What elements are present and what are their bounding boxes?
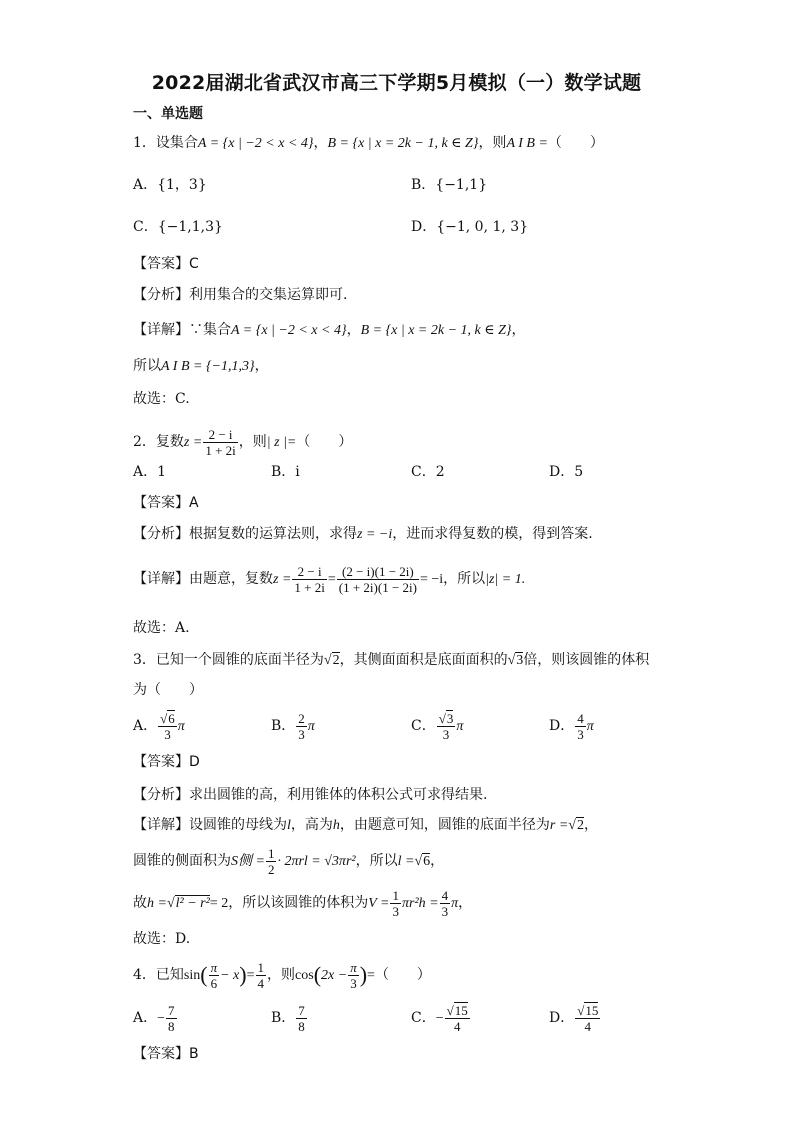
q1-stem: 1．设集合A = {x | −2 < x < 4}，B = {x | x = 2k − 1, k ∈ Z}，则A I B =（ ）: [133, 135, 604, 151]
q3-choose: 故选：D.: [133, 931, 191, 947]
q2-answer: 【答案】A: [133, 495, 199, 511]
q3-option-a: A． $\frac{√6}{3}$ π: [133, 710, 185, 742]
q2-option-c: C．2: [411, 464, 445, 480]
q3-stem-line2: 为（ ）: [133, 682, 203, 698]
q3-detail-line2: 圆锥的侧面积为S侧 = $\frac{1}{2}$ · 2πrl = √3πr²，所以l =√6，: [133, 845, 445, 877]
q4-answer: 【答案】B: [133, 1046, 199, 1062]
q3-detail-line3: 故h =√l² − r²= 2，所以该圆锥的体积为V = $\frac{1}{3}$ πr²h = $\frac{4}{3}$ π，: [133, 887, 473, 919]
q2-fraction: $\frac{2 - i}{1 + 2i}$: [205, 426, 236, 458]
q4-option-d: D． $\frac{√15}{4}$: [549, 1002, 599, 1034]
q3-stem: 3．已知一个圆锥的底面半径为√2，其侧面面积是底面面积的√3倍，则该圆锥的体积: [133, 652, 650, 668]
q2-option-a: A．1: [133, 464, 167, 480]
q1-choose: 故选：C.: [133, 391, 190, 407]
page-title: 2022届湖北省武汉市高三下学期5月模拟（一）数学试题: [151, 72, 642, 94]
q1-option-a: A．{1，3}: [133, 177, 207, 193]
q1-option-b: B．{−1,1}: [411, 177, 488, 193]
q1-set-a: A = {x | −2 < x < 4}: [197, 136, 314, 151]
q1-set-b: B = {x | x = 2k − 1, k ∈ Z}: [327, 136, 479, 151]
q4-option-b: B． $\frac{7}{8}$: [271, 1002, 305, 1034]
q1-option-c: C．{−1,1,3}: [133, 219, 223, 235]
q3-analysis: 【分析】求出圆锥的高，利用锥体的体积公式可求得结果.: [133, 787, 488, 803]
q3-answer: 【答案】D: [133, 754, 200, 770]
q1-detail: 【详解】∵集合A = {x | −2 < x < 4}，B = {x | x = 2k − 1, k ∈ Z}，: [133, 322, 526, 338]
q3-detail: 【详解】设圆锥的母线为l，高为h，由题意可知，圆锥的底面半径为r =√2，: [133, 817, 598, 833]
q3-option-b: B． $\frac{2}{3}$ π: [271, 710, 315, 742]
q3-option-d: D． $\frac{4}{3}$ π: [549, 710, 594, 742]
q4-option-c: C．− $\frac{√15}{4}$: [411, 1002, 468, 1034]
q1-option-d: D．{−1, 0, 1, 3}: [411, 219, 529, 235]
q1-answer: 【答案】C: [133, 256, 199, 272]
q2-option-b: B．i: [271, 464, 300, 480]
q2-option-d: D．5: [549, 464, 584, 480]
q3-option-c: C． $\frac{√3}{3}$ π: [411, 710, 464, 742]
q1-detail-line2: 所以A I B = {−1,1,3}，: [133, 358, 269, 374]
q2-detail: 【详解】由题意，复数z = $\frac{2 - i}{1 + 2i}$ = $\frac{(2 - i)(1 - 2i)}{(1 + 2i)(1 - 2i)}$ = −i，所以|z| = 1.: [133, 563, 526, 595]
q2-choose: 故选：A.: [133, 620, 190, 636]
q2-analysis: 【分析】根据复数的运算法则，求得z = −i，进而求得复数的模，得到答案.: [133, 526, 593, 542]
q4-stem: 4．已知sin( $\frac{\pi}{6}$ − x)= $\frac{1}{4}$ ，则cos(2x − $\frac{\pi}{3}$ )=（ ）: [133, 959, 431, 991]
q2-stem: 2．复数z = $\frac{2 - i}{1 + 2i}$ ，则| z |=（ ）: [133, 426, 353, 458]
section-heading: 一、单选题: [133, 106, 203, 122]
q1-analysis: 【分析】利用集合的交集运算即可.: [133, 287, 348, 303]
q2-detail-fraction: $\frac{(2 - i)(1 - 2i)}{(1 + 2i)(1 - 2i)}$: [338, 563, 417, 595]
q4-option-a: A．− $\frac{7}{8}$: [133, 1002, 175, 1034]
